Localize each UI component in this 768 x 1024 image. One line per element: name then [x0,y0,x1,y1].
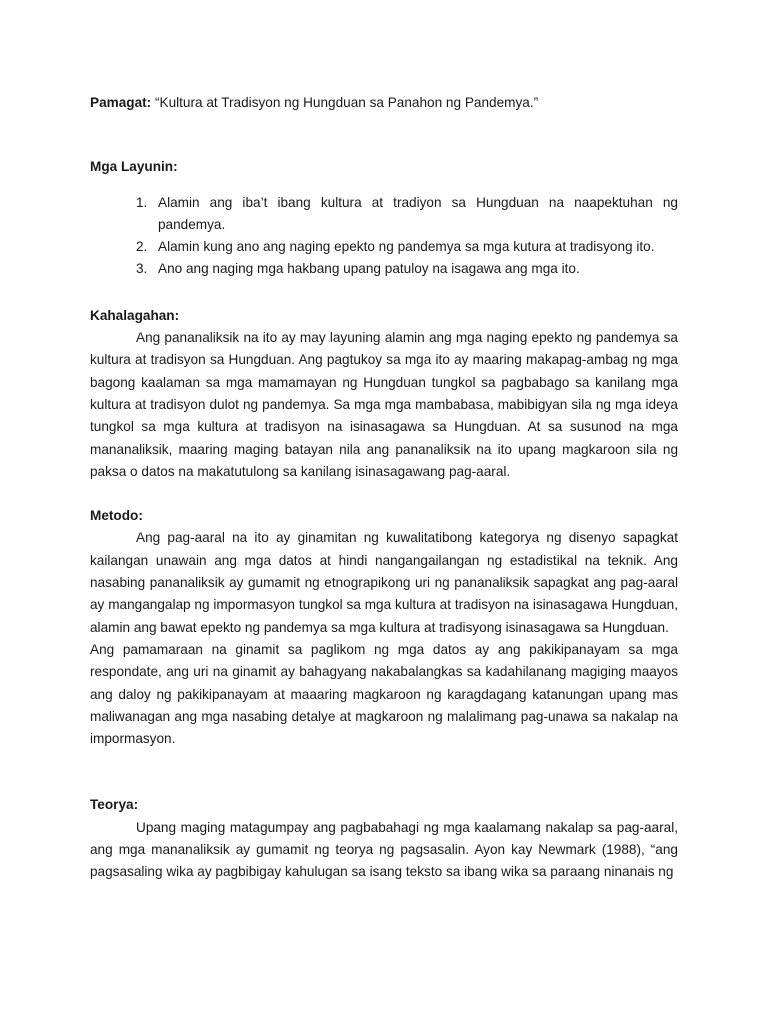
list-item-number: 2. [136,239,148,255]
list-item-number: 3. [136,261,148,277]
list-item [90,236,678,258]
list-item-text: Alamin ang iba’t ibang kultura at tradiyon sa Hungduan na naapektuhan ng pandemya. [158,194,678,232]
kahalagahan-heading: Kahalagahan: [90,307,180,323]
list-item [90,258,678,280]
teorya-paragraph: Upang maging matagumpay ang pagbabahagi ng mga kaalamang nakalap sa pag-aaral, ang mga mananaliksik ay gumamit ng teorya ng pagsasalin. Ayon kay Newmark (1988), “ang pagsasaling wika ay pagbibigay kahulugan sa isang teksto sa ibang wika sa paraang ninanais ng [90,819,678,880]
title-line [90,92,678,114]
kahalagahan-paragraph: Ang pananaliksik na ito ay may layuning alamin ang mga naging epekto ng pandemya sa kultura at tradisyon sa Hungduan. Ang pagtukoy sa mga ito ay maaring makapag-ambag ng mga bagong kaalaman sa mga mamamayan ng Hungduan tungkol sa pagbabago sa kanilang mga kultura at tradisyon dulot ng pandemya. Sa mga mga mambabasa, mabibigyan sila ng mga ideya tungkol sa mga kultura at tradisyon na isinasagawa sa Hungduan. At sa susunod na mga mananaliksik, maaring maging batayan nila ang pananaliksik na ito upang magkaroon sila ng paksa o datos na makatutulong sa kanilang isinasagawang pag-aaral. [90,330,678,479]
list-item-number: 1. [136,194,148,210]
objectives-list [90,192,678,281]
metodo-paragraph-1: Ang pag-aaral na ito ay ginamitan ng kuwalitatibong kategorya ng disenyo sapagkat kailangan unawain ang mga datos at hindi nangangailangan ng estadistikal na teknik. Ang nasabing pananaliksik ay gumamit ng etnograpikong uri ng pananaliksik sapagkat ang pag-aaral ay mangangalap ng impormasyon tungkol sa mga kultura at tradisyon na isinasagawa Hungduan, alamin ang bawat epekto ng pandemya sa mga kultura at tradisyong isinasagawa sa Hungduan. [90,530,678,635]
title-label: Pamagat: [90,95,152,110]
metodo-heading: Metodo: [90,508,143,524]
layunin-heading: Mga Layunin: [90,159,178,175]
list-item-text: Ano ang naging mga hakbang upang patuloy na isagawa ang mga ito. [158,261,580,277]
list-item [90,192,678,237]
document-page [90,92,678,884]
title-text: “Kultura at Tradisyon ng Hungduan sa Panahon ng Pandemya.” [151,95,539,110]
teorya-heading: Teorya: [90,797,139,813]
metodo-paragraph-2: Ang pamamaraan na ginamit sa paglikom ng mga datos ay ang pakikipanayam sa mga respondate, ang uri na ginamit ay bahagyang nakabalangkas sa kadahilanang magiging maayos ang daloy ng pakikipanayam at maaaring magkaroon ng karagdagang katanungan upang mas maliwanagan ang mga nasabing detalye at magkaroon ng malalimang pag-unawa sa nakalap na impormasyon. [90,641,678,747]
list-item-text: Alamin kung ano ang naging epekto ng pandemya sa mga kutura at tradisyong ito. [158,239,655,255]
